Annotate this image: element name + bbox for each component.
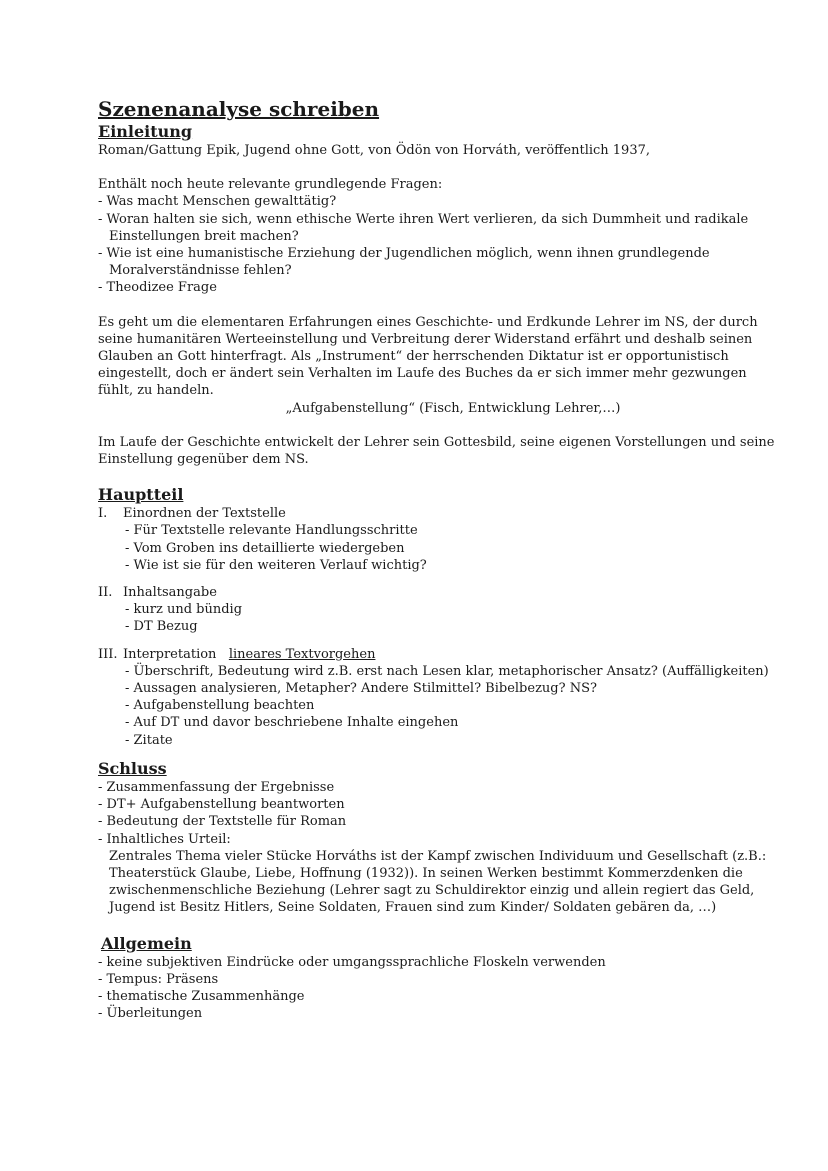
question-item-continued: Einstellungen breit machen? [109, 228, 299, 244]
list-item: - Zusammenfassung der Ergebnisse [98, 779, 335, 795]
paragraph-line: Theaterstück Glaube, Liebe, Hoffnung (1932)). In seinen Werken bestimmt Kommerzdenken die [109, 865, 743, 881]
list-item: - Auf DT und davor beschriebene Inhalte eingehen [125, 715, 459, 731]
list-item: - DT Bezug [125, 619, 198, 635]
paragraph-line: Glauben an Gott hinterfragt. Als „Instrument“ der herrschenden Diktatur ist er opportunistisch [98, 349, 729, 365]
section-number: II. [98, 585, 113, 601]
list-item: - DT+ Aufgabenstellung beantworten [98, 797, 345, 813]
list-item: - Aussagen analysieren, Metapher? Andere Stilmittel? Bibelbezug? NS? [125, 681, 597, 697]
document-body [98, 96, 775, 1022]
list-item: - Vom Groben ins detaillierte wiedergeben [125, 540, 405, 556]
section-title-text: Interpretation [123, 646, 217, 662]
list-item: - kurz und bündig [125, 602, 243, 618]
list-item: - Inhaltliches Urteil: [98, 831, 231, 847]
question-item: - Woran halten sie sich, wenn ethische Werte ihren Wert verlieren, da sich Dummheit und radikale [98, 211, 749, 227]
section-number: III. [98, 646, 118, 662]
list-item: - Für Textstelle relevante Handlungsschritte [125, 523, 418, 539]
paragraph-line: Es geht um die elementaren Erfahrungen eines Geschichte- und Erdkunde Lehrer im NS, der durch [98, 314, 758, 330]
heading-einleitung: Einleitung [98, 122, 193, 141]
interpretation-note: lineares Textvorgehen [228, 646, 376, 662]
paragraph-line: eingestellt, doch er ändert sein Verhalten im Laufe des Buches da er sich immer mehr gezwungen [98, 366, 747, 382]
section-number: I. [98, 506, 108, 522]
heading-allgemein: Allgemein [101, 933, 192, 953]
paragraph-line: Jugend ist Besitz Hitlers, Seine Soldaten, Frauen sind zum Kinder/ Soldaten gebären da, …) [109, 900, 717, 916]
paragraph-line: Einstellung gegenüber dem NS. [98, 452, 309, 468]
section-title-text: Inhaltsangabe [123, 585, 217, 601]
paragraph-line: fühlt, zu handeln. [98, 383, 214, 399]
section-title-text: Einordnen der Textstelle [123, 506, 286, 522]
question-item-continued: Moralverständnisse fehlen? [109, 263, 292, 279]
list-item: - Tempus: Präsens [98, 971, 219, 987]
list-item: - Wie ist sie für den weiteren Verlauf wichtig? [125, 557, 427, 573]
paragraph-line: Zentrales Thema vieler Stücke Horváths ist der Kampf zwischen Individuum und Gesellschaft (z.B.: [109, 848, 767, 864]
list-item: - thematische Zusammenhänge [98, 988, 305, 1004]
paragraph-line: seine humanitären Werteeinstellung und Verbreitung derer Widerstand erfährt und deshalb seinen [98, 331, 753, 347]
question-item: - Was macht Menschen gewalttätig? [98, 194, 337, 210]
paragraph-line: zwischenmenschliche Beziehung (Lehrer sagt zu Schuldirektor einzig und allein regiert das Geld, [109, 883, 755, 899]
intro-line: Roman/Gattung Epik, Jugend ohne Gott, von Ödön von Horváth, veröffentlich 1937, [98, 143, 651, 158]
section-title [98, 505, 748, 522]
list-item: - Bedeutung der Textstelle für Roman [98, 814, 347, 830]
list-item: - Überschrift, Bedeutung wird z.B. erst nach Lesen klar, metaphorischer Ansatz? (Auffälligkeiten) [125, 663, 769, 679]
section-title [98, 584, 748, 601]
heading-schluss: Schluss [98, 758, 167, 778]
section-title [98, 646, 748, 663]
question-item: - Wie ist eine humanistische Erziehung der Jugendlichen möglich, wenn ihnen grundlegende [98, 246, 710, 262]
list-item: - Zitate [125, 732, 173, 748]
page-title: Szenenanalyse schreiben [98, 97, 380, 121]
questions-lead: Enthält noch heute relevante grundlegende Fragen: [98, 177, 443, 193]
heading-hauptteil: Hauptteil [98, 485, 184, 505]
list-item: - keine subjektiven Eindrücke oder umgangssprachliche Floskeln verwenden [98, 954, 606, 970]
task-note: „Aufgabenstellung“ (Fisch, Entwicklung Lehrer,…) [285, 400, 621, 416]
question-item: - Theodizee Frage [98, 280, 217, 296]
list-item: - Aufgabenstellung beachten [125, 698, 315, 714]
list-item: - Überleitungen [98, 1006, 203, 1022]
paragraph-line: Im Laufe der Geschichte entwickelt der Lehrer sein Gottesbild, seine eigenen Vorstellungen und seine [98, 434, 775, 450]
